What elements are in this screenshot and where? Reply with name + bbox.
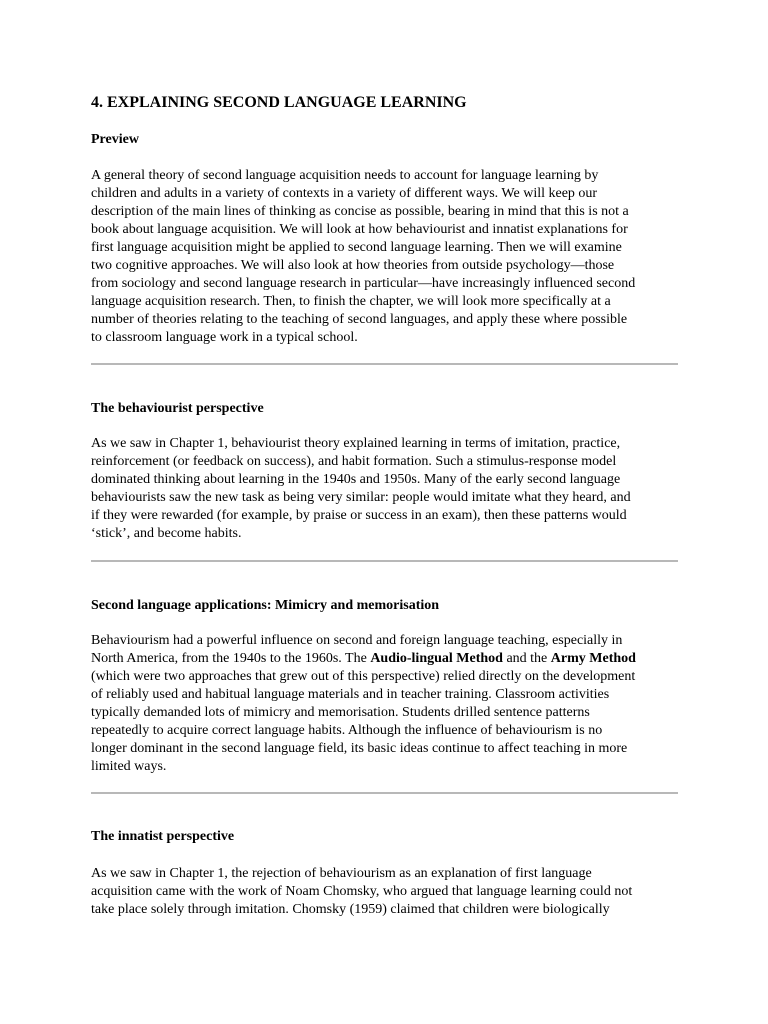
text-line: language acquisition research. Then, to finish the chapter, we will look more specifically at a <box>91 294 611 309</box>
text-line: longer dominant in the second language field, its basic ideas continue to affect teaching in more <box>91 741 628 756</box>
text-line: limited ways. <box>91 759 167 774</box>
text-line: dominated thinking about learning in the 1940s and 1950s. Many of the early second language <box>91 472 621 487</box>
text-line: number of theories relating to the teaching of second languages, and apply these where possible <box>91 312 628 327</box>
text-run: and the <box>502 651 551 666</box>
text-line: to classroom language work in a typical school. <box>91 330 358 345</box>
innatist-paragraph <box>91 865 681 919</box>
text-run: North America, from the 1940s to the 1960s. The <box>91 651 371 666</box>
text-line: (which were two approaches that grew out of this perspective) relied directly on the development <box>91 669 636 684</box>
text-line: Behaviourism had a powerful influence on second and foreign language teaching, especially in <box>91 633 623 648</box>
text-line <box>91 650 681 668</box>
audio-lingual-method-term: Audio-lingual Method <box>370 651 503 666</box>
text-line: children and adults in a variety of contexts in a variety of different ways. We will keep our <box>91 186 598 201</box>
text-line: of reliably used and habitual language materials and in teacher training. Classroom activities <box>91 687 610 702</box>
text-line: first language acquisition might be applied to second language learning. Then we will examine <box>91 240 622 255</box>
chapter-title: 4. EXPLAINING SECOND LANGUAGE LEARNING <box>91 94 467 111</box>
section-divider <box>91 363 678 365</box>
text-line: acquisition came with the work of Noam Chomsky, who argued that language learning could not <box>91 884 633 899</box>
section-heading-behaviourist: The behaviourist perspective <box>91 401 264 416</box>
section-divider <box>91 792 678 794</box>
text-line: typically demanded lots of mimicry and memorisation. Students drilled sentence patterns <box>91 705 590 720</box>
text-line: book about language acquisition. We will look at how behaviourist and innatist explanations for <box>91 222 628 237</box>
text-line: ‘stick’, and become habits. <box>91 526 242 541</box>
mimicry-paragraph <box>91 632 681 776</box>
text-line: reinforcement (or feedback on success), and habit formation. Such a stimulus-response model <box>91 454 617 469</box>
text-line: from sociology and second language research in particular—have increasingly influenced second <box>91 276 636 291</box>
behaviourist-paragraph <box>91 435 681 543</box>
section-heading-preview: Preview <box>91 132 139 147</box>
section-heading-mimicry: Second language applications: Mimicry and memorisation <box>91 598 440 613</box>
text-line: take place solely through imitation. Chomsky (1959) claimed that children were biologically <box>91 902 610 917</box>
section-heading-innatist: The innatist perspective <box>91 829 235 844</box>
text-line: A general theory of second language acquisition needs to account for language learning by <box>91 168 599 183</box>
text-line: behaviourists saw the new task as being very similar: people would imitate what they heard, and <box>91 490 631 505</box>
text-line: repeatedly to acquire correct language habits. Although the influence of behaviourism is no <box>91 723 603 738</box>
text-line: two cognitive approaches. We will also look at how theories from outside psychology—those <box>91 258 615 273</box>
text-line: if they were rewarded (for example, by praise or success in an exam), then these patterns would <box>91 508 627 523</box>
text-line: description of the main lines of thinking as concise as possible, bearing in mind that this is not a <box>91 204 629 219</box>
text-line: As we saw in Chapter 1, the rejection of behaviourism as an explanation of first language <box>91 866 592 881</box>
preview-paragraph <box>91 167 681 347</box>
text-line: As we saw in Chapter 1, behaviourist theory explained learning in terms of imitation, practice, <box>91 436 621 451</box>
section-divider <box>91 560 678 562</box>
army-method-term: Army Method <box>550 651 636 666</box>
